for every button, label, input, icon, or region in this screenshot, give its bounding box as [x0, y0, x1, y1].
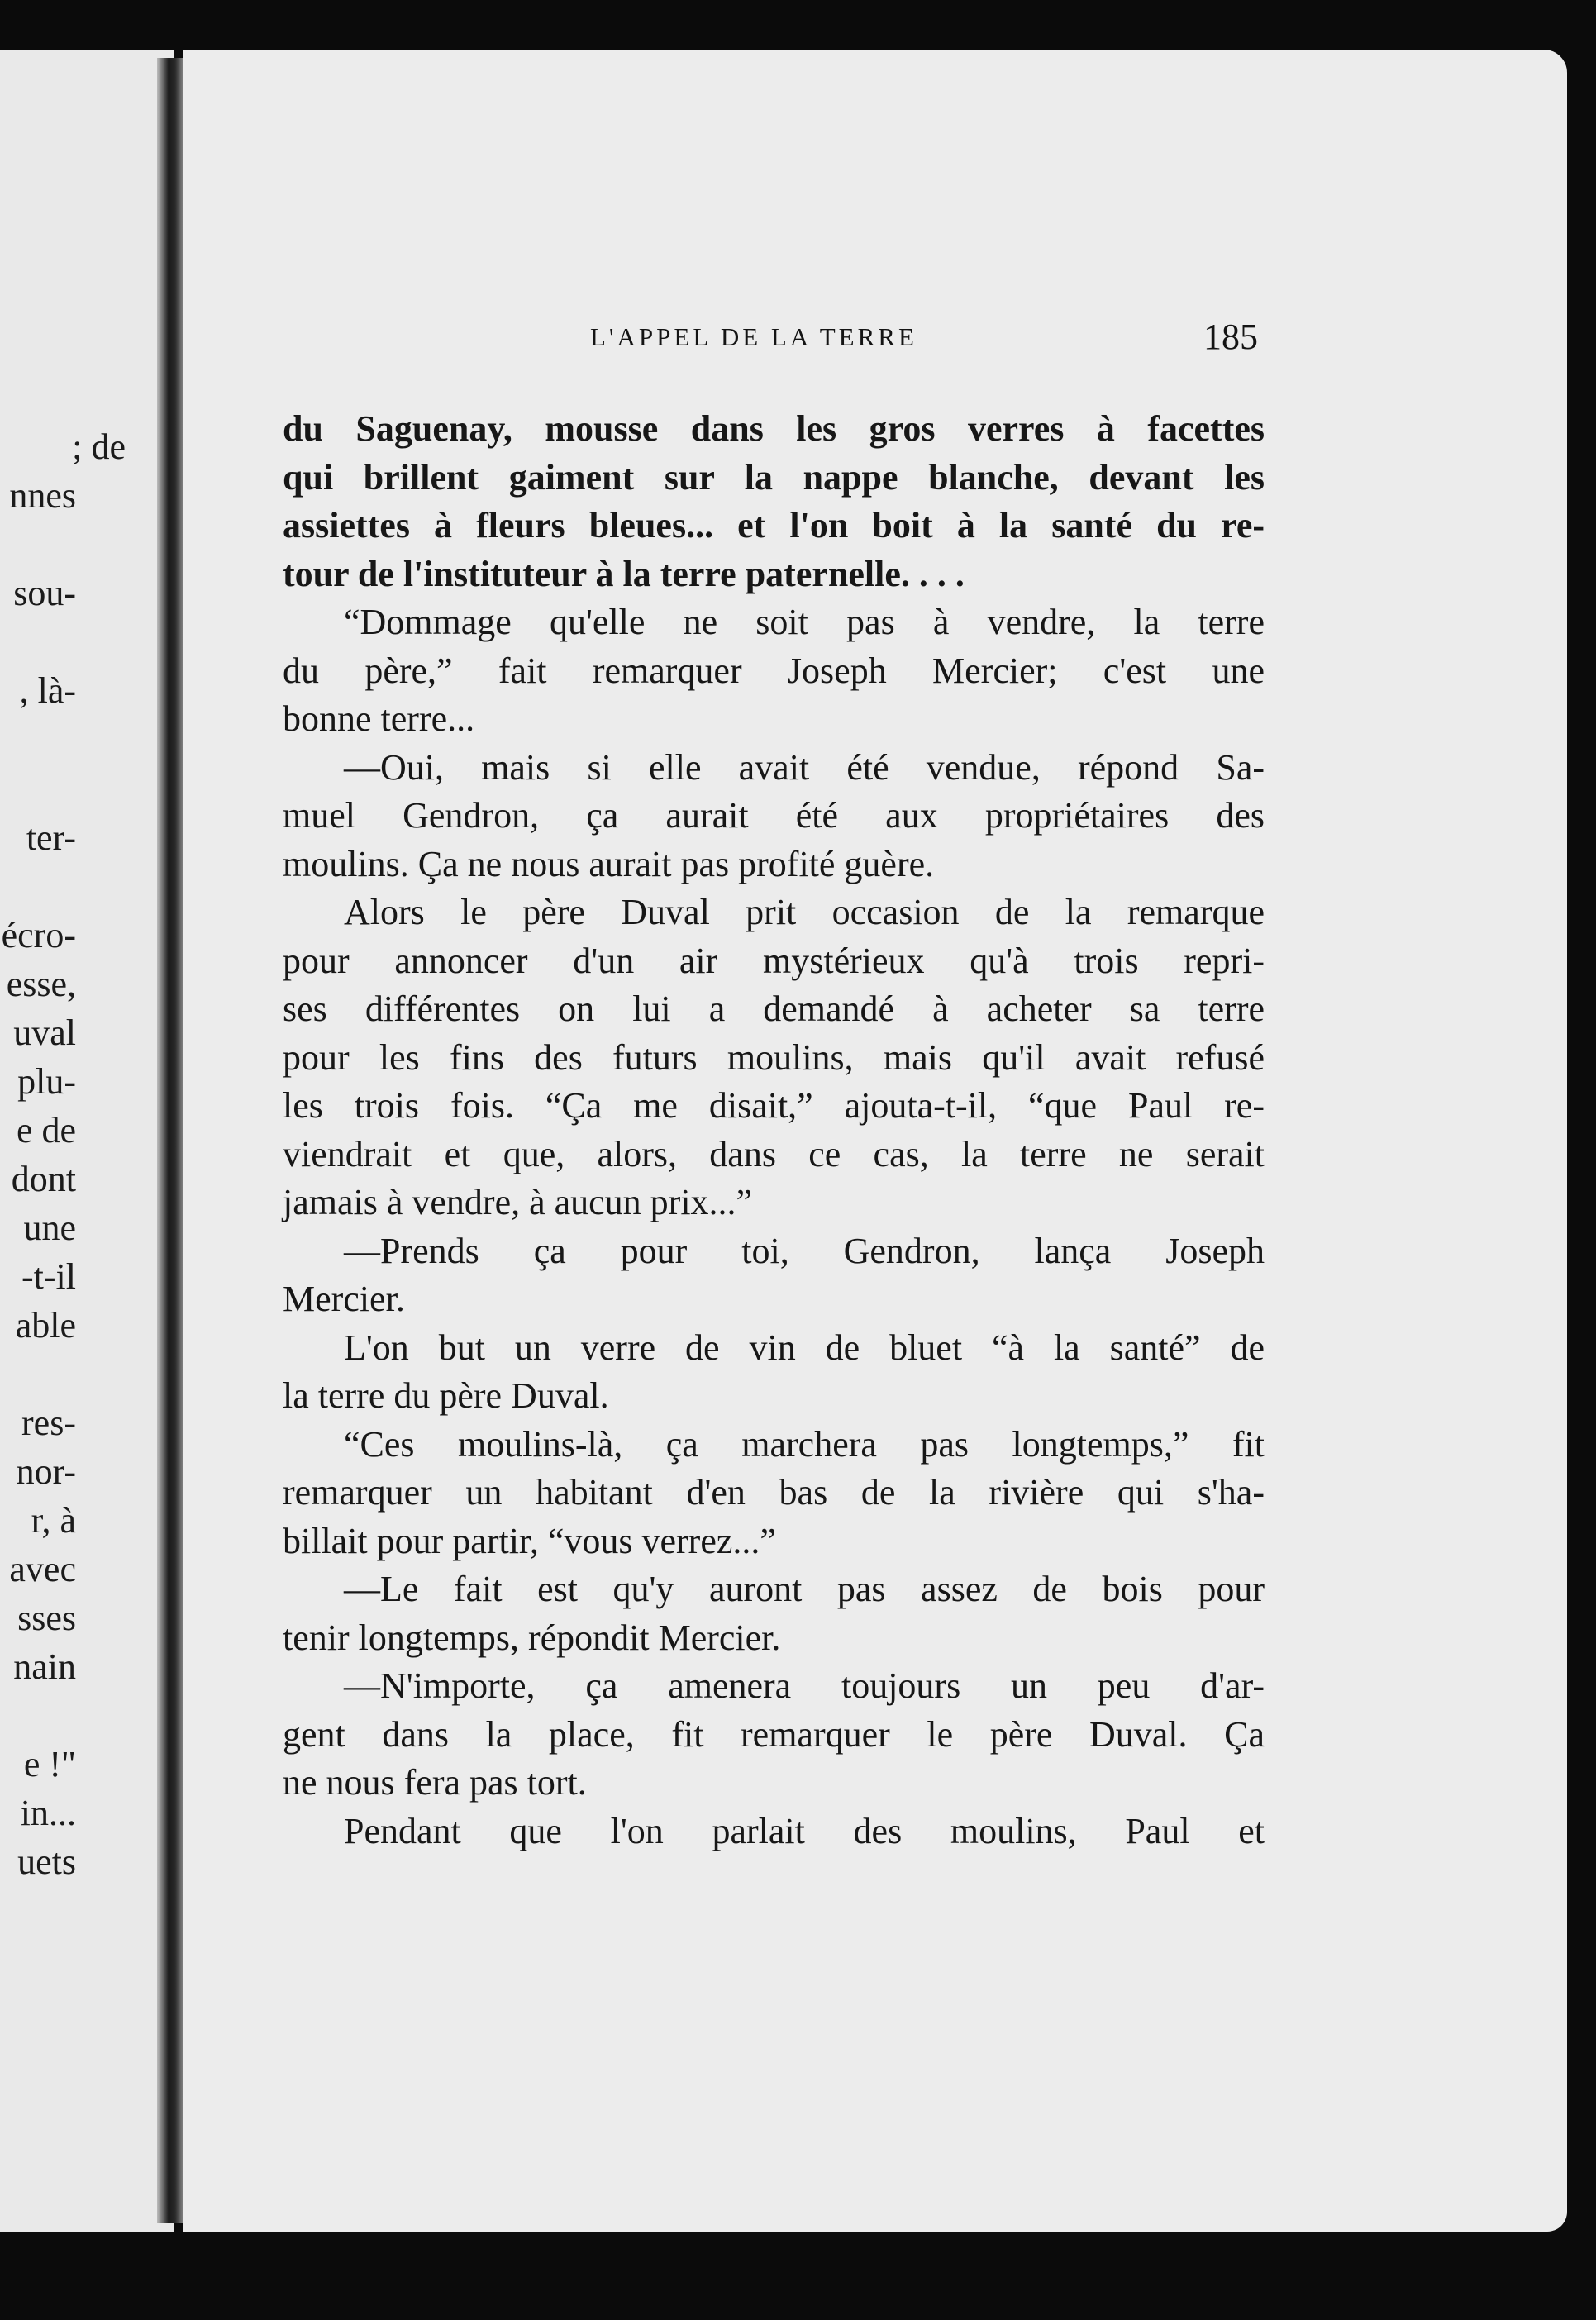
left-fragment: -t-il	[21, 1256, 76, 1297]
text-line: “Dommage qu'elle ne soit pas à vendre, la terre	[344, 602, 1265, 642]
left-fragment: ter-	[26, 817, 76, 858]
text-line: “Ces moulins-là, ça marchera pas longtemps,” fit	[344, 1423, 1265, 1465]
text-line: muel Gendron, ça aurait été aux propriétaires des	[283, 795, 1265, 836]
text-line: Pendant que l'on parlait des moulins, Paul et	[344, 1810, 1265, 1851]
text-line: L'on but un verre de vin de bluet “à la santé” de	[344, 1327, 1265, 1368]
left-fragment: able	[15, 1305, 76, 1346]
text-line: du père,” fait remarquer Joseph Mercier; c'est une	[283, 650, 1265, 691]
text-line: ses différentes on lui a demandé à acheter sa terre	[283, 989, 1265, 1029]
page-body	[283, 405, 1265, 1856]
text-line: les trois fois. “Ça me disait,” ajouta-t-il, “que Paul re-	[283, 1085, 1265, 1126]
left-fragment: écro-	[1, 915, 76, 955]
book-page	[183, 50, 1567, 2232]
text-line: Alors le père Duval prit occasion de la remarque	[344, 892, 1265, 932]
text-line: du Saguenay, mousse dans les gros verres à facettes	[283, 408, 1265, 449]
left-fragment: sou-	[13, 573, 76, 613]
left-fragment: plu-	[17, 1061, 76, 1102]
text-line: tenir longtemps, répondit Mercier.	[283, 1617, 781, 1658]
text-line: pour annoncer d'un air mystérieux qu'à trois repri-	[283, 940, 1265, 981]
left-fragment: in...	[20, 1793, 76, 1833]
page-header	[183, 317, 1567, 380]
left-fragment: r, à	[31, 1500, 76, 1541]
left-fragment: esse,	[6, 964, 76, 1004]
left-fragment: res-	[21, 1403, 76, 1443]
text-line: tour de l'instituteur à la terre paternelle. . . .	[283, 553, 965, 594]
left-fragment: e !"	[23, 1744, 76, 1784]
left-fragment: uets	[17, 1841, 76, 1882]
text-line: viendrait et que, alors, dans ce cas, la terre ne serait	[283, 1133, 1265, 1174]
left-fragment: dont	[11, 1159, 76, 1199]
text-line: billait pour partir, “vous verrez...”	[283, 1520, 776, 1561]
left-fragment: nnes	[9, 475, 76, 516]
text-line: Mercier.	[283, 1279, 405, 1319]
text-line: ne nous fera pas tort.	[283, 1762, 587, 1803]
text-line: bonne terre...	[283, 698, 475, 739]
left-fragment: uval	[13, 1012, 76, 1053]
text-line: —N'importe, ça amenera toujours un peu d'ar-	[344, 1665, 1265, 1706]
text-line: assiettes à fleurs bleues... et l'on boit à la santé du re-	[283, 505, 1265, 545]
text-line: —Oui, mais si elle avait été vendue, répond Sa-	[344, 746, 1265, 788]
left-fragment: ; de	[72, 426, 126, 467]
text-line: —Prends ça pour toi, Gendron, lança Joseph	[344, 1230, 1265, 1271]
text-line: jamais à vendre, à aucun prix...”	[283, 1182, 753, 1222]
text-line: qui brillent gaiment sur la nappe blanche, devant les	[283, 456, 1265, 498]
text-line: pour les fins des futurs moulins, mais qu'il avait refusé	[283, 1036, 1265, 1078]
left-fragment: avec	[9, 1549, 76, 1589]
left-fragment: sses	[17, 1598, 76, 1638]
left-fragment: , là-	[19, 670, 76, 711]
text-line: moulins. Ça ne nous aurait pas profité guère.	[283, 843, 935, 884]
previous-page-edge	[0, 50, 174, 2232]
text-line: —Le fait est qu'y auront pas assez de bois pour	[344, 1569, 1265, 1609]
page-number: 185	[1203, 317, 1258, 357]
text-line: remarquer un habitant d'en bas de la rivière qui s'ha-	[283, 1472, 1265, 1513]
left-fragment: nor-	[16, 1451, 76, 1492]
left-fragment: une	[23, 1208, 76, 1248]
text-line: la terre du père Duval.	[283, 1375, 609, 1416]
running-title: L'APPEL DE LA TERRE	[590, 322, 917, 351]
left-fragment: nain	[13, 1646, 76, 1687]
text-line: gent dans la place, fit remarquer le père Duval. Ça	[283, 1713, 1265, 1755]
left-fragment: e de	[16, 1110, 76, 1150]
